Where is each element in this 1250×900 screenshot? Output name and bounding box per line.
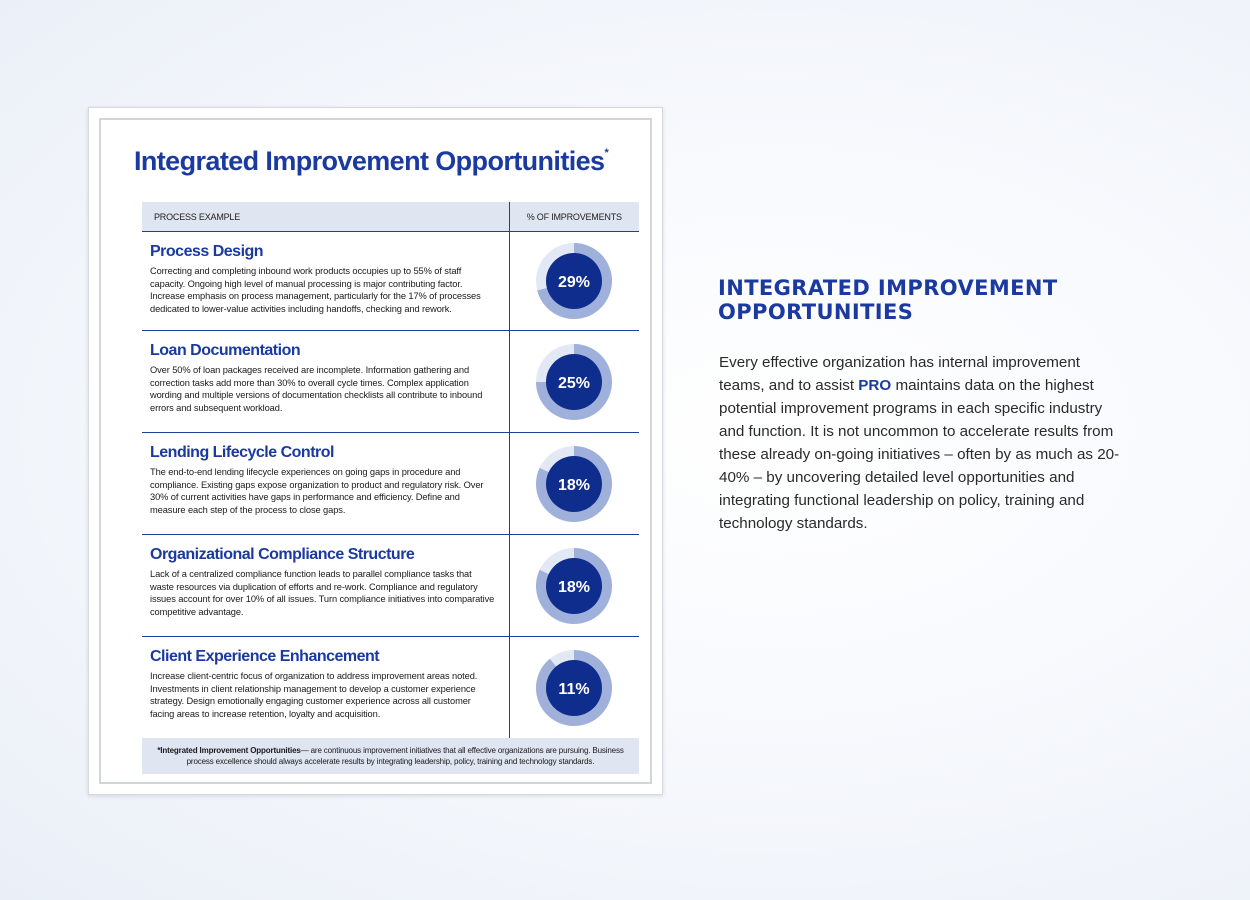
row-title: Process Design — [150, 243, 264, 260]
row-title: Lending Lifecycle Control — [150, 444, 334, 461]
document-frame — [99, 118, 652, 784]
row-chart-cell — [509, 232, 639, 331]
title-asterisk: * — [604, 147, 609, 159]
footnote-marker: * — [157, 746, 161, 755]
footnote-bold-term: Integrated Improvement Opportunities — [160, 746, 301, 755]
document-card — [88, 107, 663, 795]
percent-donut — [534, 241, 614, 321]
side-paragraph — [719, 351, 1129, 535]
document-footnote — [142, 738, 639, 774]
percent-donut — [534, 546, 614, 626]
row-chart-cell — [509, 535, 639, 637]
table-header-row — [142, 202, 639, 232]
header-process-example: PROCESS EXAMPLE — [142, 202, 509, 232]
row-chart-cell — [509, 331, 639, 433]
percent-donut — [534, 444, 614, 524]
row-title: Client Experience Enhancement — [150, 648, 380, 665]
document-title: Integrated Improvement Opportunities* — [134, 146, 609, 176]
table-row — [142, 535, 639, 637]
donut-percent-label: 29% — [558, 274, 591, 291]
row-chart-cell — [509, 637, 639, 740]
donut-percent-label: 25% — [558, 374, 591, 392]
row-title: Organizational Compliance Structure — [150, 546, 415, 563]
table-row — [142, 433, 639, 535]
row-description-cell — [142, 535, 509, 637]
side-paragraph-start: Every effective organization has internal improvement teams, and to assist — [719, 354, 1081, 394]
percent-donut — [534, 648, 614, 728]
row-text: Correcting and completing inbound work products occupies up to 55% of staff capacity. Ongoing high level of manual processing is major contributing factor. Increase emphasis on process management, particularly for the 17% of processes dedicated to lower-value activities including handoffs, checking and rework. — [150, 266, 481, 314]
side-heading: INTEGRATED IMPROVEMENT OPPORTUNITIES — [718, 276, 1058, 324]
donut-percent-label: 18% — [558, 476, 591, 494]
percent-donut — [534, 342, 614, 422]
row-description-cell — [142, 331, 509, 433]
footnote-text: — are continuous improvement initiatives that all effective organizations are pursuing. Business process excellence should always accelerate results by integrating leadership, policy, training and technology standards. — [186, 746, 624, 766]
brand-name: PRO — [858, 377, 892, 394]
row-description-cell — [142, 433, 509, 535]
donut-percent-label: 11% — [558, 681, 590, 698]
donut-percent-label: 18% — [558, 578, 591, 596]
row-title: Loan Documentation — [150, 342, 301, 359]
row-text: The end-to-end lending lifecycle experiences on going gaps in procedure and compliance. Existing gaps expose organization to product and regulatory risk. Over 30% of current activities have gaps in performance and efficiency. Define and measure each step of the process to close gaps. — [150, 467, 484, 515]
header-percent-improvements: % OF IMPROVEMENTS — [509, 202, 639, 232]
row-text: Increase client-centric focus of organization to address improvement areas noted. Investments in client relationship management to develop a customer experience strategy. Design emotionally engaging customer experience across all customer facing areas to increase retention, loyalty and acquisition. — [150, 671, 478, 719]
table-row — [142, 232, 639, 331]
row-description-cell — [142, 232, 509, 331]
table-row — [142, 331, 639, 433]
row-chart-cell — [509, 433, 639, 535]
row-description-cell — [142, 637, 509, 740]
table-row — [142, 637, 639, 740]
improvement-table — [142, 202, 639, 740]
row-text: Over 50% of loan packages received are incomplete. Information gathering and correction tasks add more than 30% to overall cycle times. Complex application wording and multiple versions of documentation checklists all contribute to inbound errors and subsequent workload. — [150, 365, 483, 413]
row-text: Lack of a centralized compliance function leads to parallel compliance tasks that waste resources via duplication of efforts and re-work. Compliance and regulatory issues account for over 10% of all issues. Turn compliance initiatives into comparative competitive advantage. — [150, 569, 495, 617]
side-paragraph-end: maintains data on the highest potential improvement programs in each specific industry and function. It is not uncommon to accelerate results from these already on-going initiatives – often by as much as 20-40% – by uncovering detailed level opportunities and integrating functional leadership on policy, training and technology standards. — [719, 377, 1120, 532]
